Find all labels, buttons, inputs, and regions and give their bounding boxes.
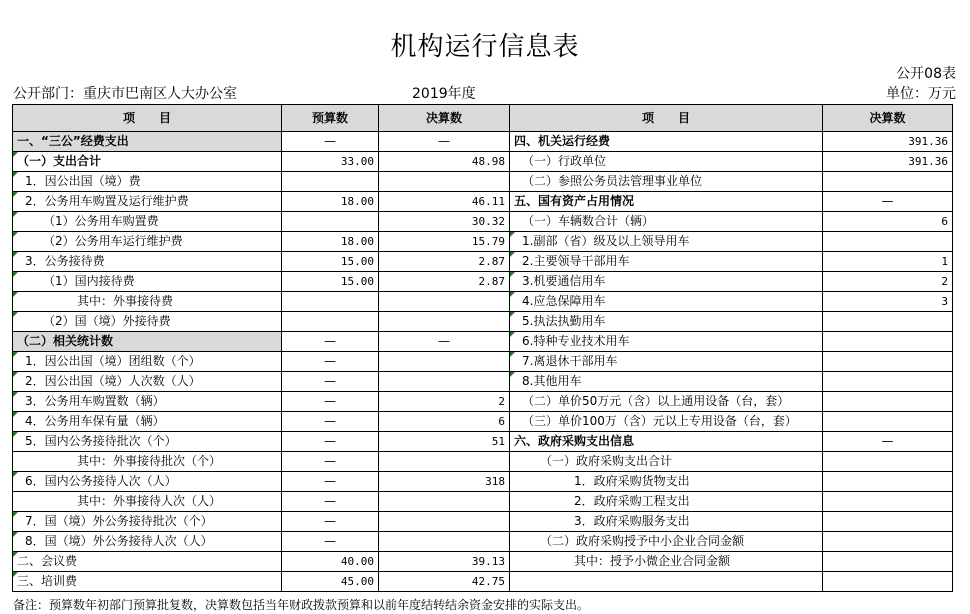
right-final-cell — [823, 232, 953, 252]
right-item-cell: 六、政府采购支出信息 — [510, 432, 823, 452]
final-cell — [379, 172, 510, 192]
table-row — [13, 512, 953, 532]
right-item-cell: （一）车辆数合计（辆） — [510, 212, 823, 232]
table-row — [13, 312, 953, 332]
right-item-cell: 2.主要领导干部用车 — [510, 252, 823, 272]
header-budget: 预算数 — [282, 105, 379, 132]
right-final-cell — [823, 172, 953, 192]
final-cell — [379, 312, 510, 332]
budget-cell: — — [282, 392, 379, 412]
right-item-cell: 四、机关运行经费 — [510, 132, 823, 152]
budget-cell — [282, 172, 379, 192]
right-final-cell: — — [823, 432, 953, 452]
table-row — [13, 412, 953, 432]
budget-cell — [282, 312, 379, 332]
right-item-cell: 3.机要通信用车 — [510, 272, 823, 292]
left-item-cell: （1）国内接待费 — [13, 272, 282, 292]
left-item-cell: 其中：外事接待批次（个） — [13, 452, 282, 472]
header-right-item: 项 目 — [510, 105, 823, 132]
final-cell: 51 — [379, 432, 510, 452]
budget-cell: — — [282, 452, 379, 472]
right-item-cell: 5.执法执勤用车 — [510, 312, 823, 332]
final-cell — [379, 492, 510, 512]
table-row — [13, 332, 953, 352]
right-final-cell: 3 — [823, 292, 953, 312]
left-item-cell: （二）相关统计数 — [13, 332, 282, 352]
right-item-cell: （二）政府采购授予中小企业合同金额 — [510, 532, 823, 552]
left-item-cell: 5．国内公务接待批次（个） — [13, 432, 282, 452]
left-item-cell: 3．公务用车购置数（辆） — [13, 392, 282, 412]
left-item-cell: 1．因公出国（境）团组数（个） — [13, 352, 282, 372]
left-item-cell: 一、“三公”经费支出 — [13, 132, 282, 152]
right-final-cell: — — [823, 192, 953, 212]
right-final-cell — [823, 452, 953, 472]
budget-cell: 15.00 — [282, 272, 379, 292]
page-title: 机构运行信息表 — [390, 32, 580, 62]
table-row — [13, 552, 953, 572]
right-item-cell: 6.特种专业技术用车 — [510, 332, 823, 352]
right-item-cell: （一）政府采购支出合计 — [510, 452, 823, 472]
right-item-cell: （三）单价100万（含）元以上专用设备（台，套） — [510, 412, 823, 432]
left-item-cell: 6．国内公务接待人次（人） — [13, 472, 282, 492]
left-item-cell: （2）公务用车运行维护费 — [13, 232, 282, 252]
right-final-cell: 1 — [823, 252, 953, 272]
unit-label: 单位：万元 — [886, 86, 956, 102]
right-item-cell: 其中：授予小微企业合同金额 — [510, 552, 823, 572]
budget-cell: — — [282, 512, 379, 532]
right-final-cell — [823, 372, 953, 392]
right-item-cell: 1．政府采购货物支出 — [510, 472, 823, 492]
right-final-cell — [823, 552, 953, 572]
right-final-cell — [823, 512, 953, 532]
table-row — [13, 212, 953, 232]
left-item-cell: 三、培训费 — [13, 572, 282, 592]
left-item-cell: 其中：外事接待费 — [13, 292, 282, 312]
final-cell — [379, 292, 510, 312]
right-item-cell — [510, 572, 823, 592]
final-cell: 2.87 — [379, 272, 510, 292]
header-right-final: 决算数 — [823, 105, 953, 132]
right-final-cell — [823, 472, 953, 492]
budget-cell: — — [282, 472, 379, 492]
header-final: 决算数 — [379, 105, 510, 132]
left-item-cell: 4．公务用车保有量（辆） — [13, 412, 282, 432]
left-item-cell: 1．因公出国（境）费 — [13, 172, 282, 192]
final-cell: 46.11 — [379, 192, 510, 212]
right-item-cell: 2．政府采购工程支出 — [510, 492, 823, 512]
right-final-cell — [823, 392, 953, 412]
right-final-cell: 6 — [823, 212, 953, 232]
budget-cell: — — [282, 352, 379, 372]
right-item-cell: 五、国有资产占用情况 — [510, 192, 823, 212]
table-row — [13, 292, 953, 312]
right-final-cell — [823, 332, 953, 352]
budget-cell: — — [282, 132, 379, 152]
table-row — [13, 532, 953, 552]
right-final-cell — [823, 532, 953, 552]
right-final-cell: 391.36 — [823, 152, 953, 172]
table-row — [13, 452, 953, 472]
final-cell: 15.79 — [379, 232, 510, 252]
left-item-cell: 7．国（境）外公务接待批次（个） — [13, 512, 282, 532]
budget-cell: — — [282, 432, 379, 452]
final-cell — [379, 452, 510, 472]
final-cell: 30.32 — [379, 212, 510, 232]
table-row — [13, 472, 953, 492]
final-cell — [379, 372, 510, 392]
right-final-cell: 2 — [823, 272, 953, 292]
right-final-cell: 391.36 — [823, 132, 953, 152]
fiscal-year: 2019年度 — [412, 86, 476, 102]
right-item-cell: 7.离退休干部用车 — [510, 352, 823, 372]
table-row — [13, 392, 953, 412]
left-item-cell: 2．因公出国（境）人次数（人） — [13, 372, 282, 392]
final-cell: — — [379, 132, 510, 152]
budget-cell: 15.00 — [282, 252, 379, 272]
final-cell — [379, 532, 510, 552]
table-row — [13, 352, 953, 372]
budget-cell: 33.00 — [282, 152, 379, 172]
left-item-cell: （一）支出合计 — [13, 152, 282, 172]
final-cell: 39.13 — [379, 552, 510, 572]
right-final-cell — [823, 312, 953, 332]
right-item-cell: （二）单价50万元（含）以上通用设备（台，套） — [510, 392, 823, 412]
footnote: 备注：预算数年初部门预算批复数，决算数包括当年财政拨款预算和以前年度结转结余资金安排的实际支出。 — [13, 598, 590, 612]
table-row — [13, 192, 953, 212]
right-final-cell — [823, 572, 953, 592]
header-left-item: 项 目 — [13, 105, 282, 132]
final-cell: 318 — [379, 472, 510, 492]
left-item-cell: 其中：外事接待人次（人） — [13, 492, 282, 512]
budget-cell: 18.00 — [282, 232, 379, 252]
table-row — [13, 172, 953, 192]
table-row — [13, 572, 953, 592]
budget-cell: 45.00 — [282, 572, 379, 592]
right-item-cell: 1.副部（省）级及以上领导用车 — [510, 232, 823, 252]
final-cell: 2.87 — [379, 252, 510, 272]
final-cell: 2 — [379, 392, 510, 412]
left-item-cell: （2）国（境）外接待费 — [13, 312, 282, 332]
left-item-cell: 二、会议费 — [13, 552, 282, 572]
right-item-cell: （二）参照公务员法管理事业单位 — [510, 172, 823, 192]
budget-cell: — — [282, 372, 379, 392]
final-cell: 6 — [379, 412, 510, 432]
table-row — [13, 252, 953, 272]
final-cell — [379, 352, 510, 372]
right-item-cell: （一）行政单位 — [510, 152, 823, 172]
right-final-cell — [823, 352, 953, 372]
final-cell — [379, 512, 510, 532]
left-item-cell: 2．公务用车购置及运行维护费 — [13, 192, 282, 212]
budget-cell: — — [282, 492, 379, 512]
table-row — [13, 272, 953, 292]
budget-cell: 40.00 — [282, 552, 379, 572]
final-cell: 48.98 — [379, 152, 510, 172]
table-row — [13, 152, 953, 172]
budget-cell: 18.00 — [282, 192, 379, 212]
right-final-cell — [823, 412, 953, 432]
right-final-cell — [823, 492, 953, 512]
right-item-cell: 3．政府采购服务支出 — [510, 512, 823, 532]
info-table — [12, 104, 953, 592]
table-header-row — [13, 105, 953, 132]
budget-cell: — — [282, 412, 379, 432]
final-cell: 42.75 — [379, 572, 510, 592]
table-row — [13, 232, 953, 252]
budget-cell — [282, 292, 379, 312]
form-number: 公开08表 — [896, 66, 956, 82]
right-item-cell: 4.应急保障用车 — [510, 292, 823, 312]
budget-cell: — — [282, 532, 379, 552]
final-cell: — — [379, 332, 510, 352]
table-row — [13, 492, 953, 512]
budget-cell: — — [282, 332, 379, 352]
table-row — [13, 132, 953, 152]
department-label: 公开部门：重庆市巴南区人大办公室 — [13, 86, 237, 102]
table-row — [13, 372, 953, 392]
table-row — [13, 432, 953, 452]
budget-cell — [282, 212, 379, 232]
left-item-cell: 8．国（境）外公务接待人次（人） — [13, 532, 282, 552]
left-item-cell: （1）公务用车购置费 — [13, 212, 282, 232]
right-item-cell: 8.其他用车 — [510, 372, 823, 392]
left-item-cell: 3．公务接待费 — [13, 252, 282, 272]
